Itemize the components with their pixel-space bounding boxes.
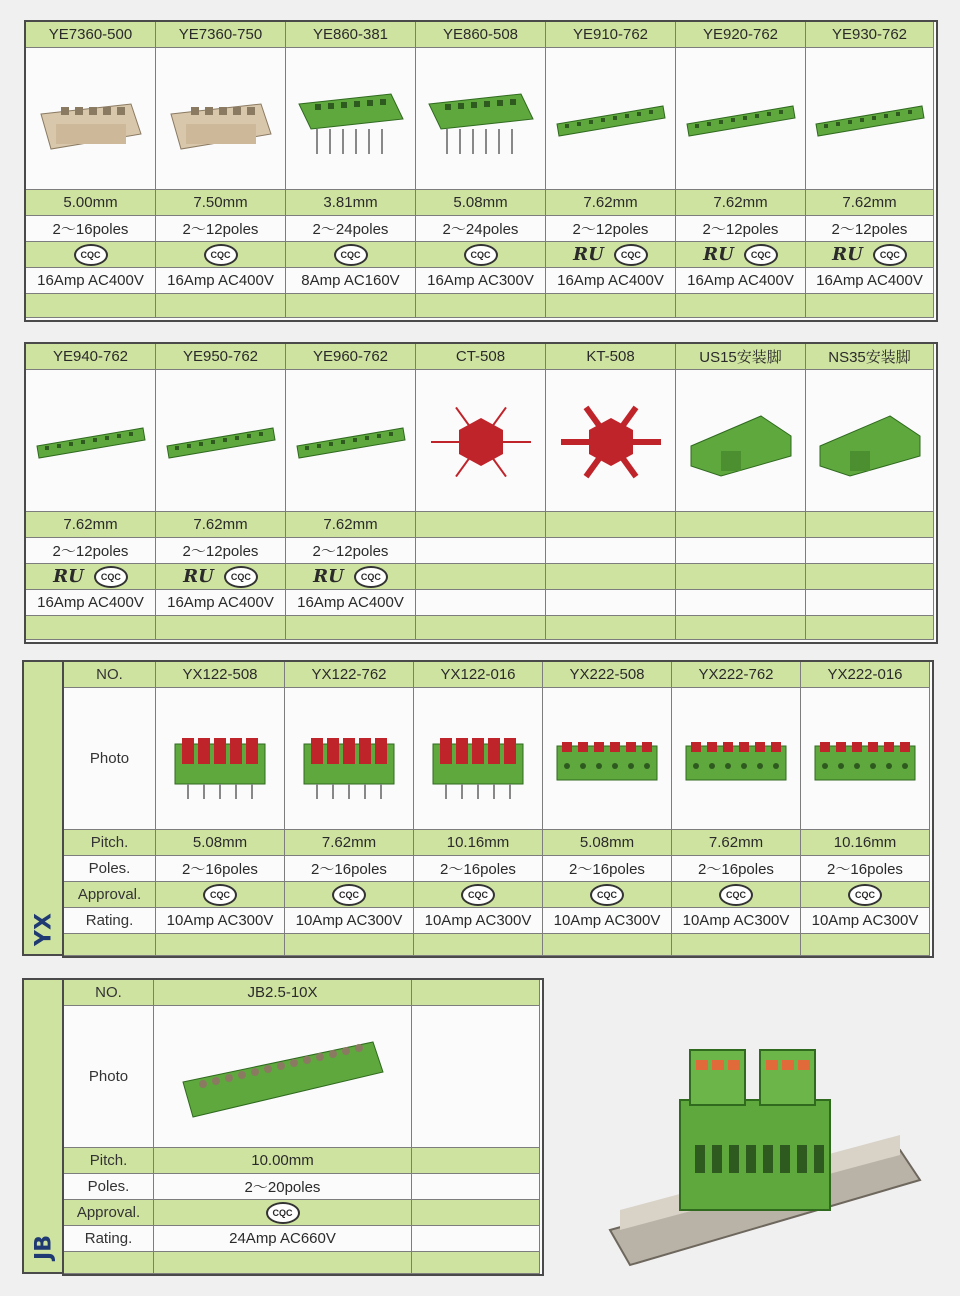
rating-cell: 10Amp AC300V <box>543 908 672 934</box>
connector-photo <box>161 396 281 486</box>
blank-cell <box>806 616 934 640</box>
pitch-cell: 7.62mm <box>26 512 156 538</box>
cqc-mark-icon: CQC <box>74 244 108 266</box>
photo-cell <box>676 370 806 512</box>
rating-cell: 16Amp AC400V <box>676 268 806 294</box>
photo-cell <box>806 48 934 190</box>
model-cell: US15安装脚 <box>676 344 806 370</box>
model-cell: YE860-508 <box>416 22 546 48</box>
connector-photo <box>173 1022 393 1132</box>
blank-cell <box>285 934 414 956</box>
approval-cell <box>285 882 414 908</box>
cqc-mark-icon: CQC <box>334 244 368 266</box>
empty-cell <box>412 1252 540 1274</box>
din-rail-assembly-photo <box>600 1030 930 1270</box>
poles-cell: 2～16poles <box>672 856 801 882</box>
pitch-cell: 3.81mm <box>286 190 416 216</box>
yx-side-label <box>22 660 64 956</box>
poles-cell: 2～12poles <box>546 216 676 242</box>
blank-cell <box>416 616 546 640</box>
product-table-1 <box>24 20 938 322</box>
rating-cell: 16Amp AC400V <box>26 268 156 294</box>
photo-cell <box>806 370 934 512</box>
photo-cell <box>546 370 676 512</box>
poles-cell: 2～16poles <box>414 856 543 882</box>
cqc-mark-icon: CQC <box>266 1202 300 1224</box>
row-label: NO. <box>64 980 154 1006</box>
pitch-cell: 5.08mm <box>416 190 546 216</box>
model-cell: KT-508 <box>546 344 676 370</box>
pitch-cell <box>546 512 676 538</box>
approval-cell <box>543 882 672 908</box>
rating-cell: 16Amp AC400V <box>806 268 934 294</box>
model-cell: YE920-762 <box>676 22 806 48</box>
empty-cell <box>412 1148 540 1174</box>
photo-cell <box>543 688 672 830</box>
connector-photo <box>31 74 151 164</box>
pitch-cell: 5.08mm <box>543 830 672 856</box>
photo-cell <box>416 370 546 512</box>
rating-cell: 10Amp AC300V <box>414 908 543 934</box>
photo-cell <box>286 370 416 512</box>
ul-mark-icon: RU <box>53 566 84 587</box>
jb-label: JB <box>31 1235 57 1260</box>
cqc-mark-icon: CQC <box>204 244 238 266</box>
row-label: Approval. <box>64 882 156 908</box>
cqc-mark-icon: CQC <box>203 884 237 906</box>
empty-cell <box>412 1226 540 1252</box>
poles-cell: 2～16poles <box>801 856 930 882</box>
blank-cell <box>546 616 676 640</box>
approval-cell <box>676 564 806 590</box>
row-label: Poles. <box>64 856 156 882</box>
model-cell: YE910-762 <box>546 22 676 48</box>
cqc-mark-icon: CQC <box>719 884 753 906</box>
photo-cell <box>546 48 676 190</box>
connector-photo <box>810 396 930 486</box>
row-label: Pitch. <box>64 830 156 856</box>
approval-cell <box>156 882 285 908</box>
product-table-jb <box>62 978 544 1276</box>
blank-cell <box>156 294 286 318</box>
cqc-mark-icon: CQC <box>94 566 128 588</box>
connector-photo <box>161 74 281 164</box>
photo-cell <box>414 688 543 830</box>
models-cell: YX122-762 <box>285 662 414 688</box>
poles-cell: 2～16poles <box>285 856 414 882</box>
approval-cell <box>26 564 156 590</box>
connector-photo <box>810 74 930 164</box>
model-cell: YE930-762 <box>806 22 934 48</box>
blank-cell <box>672 934 801 956</box>
blank-cell <box>286 294 416 318</box>
approval-cell <box>672 882 801 908</box>
connector-photo <box>421 396 541 486</box>
poles-cell: 2～24poles <box>286 216 416 242</box>
cqc-mark-icon: CQC <box>464 244 498 266</box>
approval-cell <box>806 564 934 590</box>
cqc-mark-icon: CQC <box>614 244 648 266</box>
blank-cell <box>806 294 934 318</box>
model-cell: YE950-762 <box>156 344 286 370</box>
pitch-cell: 10.16mm <box>801 830 930 856</box>
approval-cell <box>546 564 676 590</box>
rating-cell: 10Amp AC300V <box>285 908 414 934</box>
cqc-mark-icon: CQC <box>332 884 366 906</box>
cqc-mark-icon: CQC <box>873 244 907 266</box>
rating-cell: 16Amp AC300V <box>416 268 546 294</box>
approval-cell <box>156 242 286 268</box>
rating-cell <box>416 590 546 616</box>
row-label: Pitch. <box>64 1148 154 1174</box>
connector-photo <box>291 396 411 486</box>
blank-cell <box>286 616 416 640</box>
rating-cell: 10Amp AC300V <box>801 908 930 934</box>
approval-cell <box>416 564 546 590</box>
empty-cell <box>412 1200 540 1226</box>
pitch-cell: 7.50mm <box>156 190 286 216</box>
pitch-cell <box>806 512 934 538</box>
ul-mark-icon: RU <box>573 244 604 265</box>
approval-cell <box>154 1200 412 1226</box>
connector-photo <box>551 396 671 486</box>
pitch-cell: 10.16mm <box>414 830 543 856</box>
blank-cell <box>414 934 543 956</box>
pitch-cell: 7.62mm <box>156 512 286 538</box>
poles-cell: 2～12poles <box>156 538 286 564</box>
blank-cell <box>543 934 672 956</box>
poles-cell: 2～16poles <box>543 856 672 882</box>
jb-side-label <box>22 978 64 1274</box>
approval-cell <box>26 242 156 268</box>
approval-cell <box>546 242 676 268</box>
row-label: Poles. <box>64 1174 154 1200</box>
rating-cell <box>676 590 806 616</box>
rating-cell: 10Amp AC300V <box>156 908 285 934</box>
blank-cell <box>801 934 930 956</box>
approval-cell <box>286 242 416 268</box>
poles-cell <box>806 538 934 564</box>
rating-cell: 16Amp AC400V <box>26 590 156 616</box>
models-cell: YX222-016 <box>801 662 930 688</box>
row-label: Rating. <box>64 908 156 934</box>
model-cell: YE860-381 <box>286 22 416 48</box>
row-label: Approval. <box>64 1200 154 1226</box>
blank-cell <box>416 294 546 318</box>
poles-cell <box>416 538 546 564</box>
ul-mark-icon: RU <box>183 566 214 587</box>
photo-cell <box>26 48 156 190</box>
empty-cell <box>412 1174 540 1200</box>
photo-cell <box>801 688 930 830</box>
pitch-cell: 7.62mm <box>546 190 676 216</box>
poles-cell: 2～12poles <box>806 216 934 242</box>
connector-photo <box>421 74 541 164</box>
rating-cell: 16Amp AC400V <box>546 268 676 294</box>
blank-cell <box>26 616 156 640</box>
model-cell: CT-508 <box>416 344 546 370</box>
cqc-mark-icon: CQC <box>744 244 778 266</box>
model-cell: YE940-762 <box>26 344 156 370</box>
models-cell: YX222-762 <box>672 662 801 688</box>
pitch-cell: 7.62mm <box>672 830 801 856</box>
blank-cell <box>156 616 286 640</box>
photo-cell <box>676 48 806 190</box>
pitch-cell: 10.00mm <box>154 1148 412 1174</box>
product-table-2 <box>24 342 938 644</box>
models-cell: YX222-508 <box>543 662 672 688</box>
row-label: Photo <box>64 688 156 830</box>
approval-cell <box>806 242 934 268</box>
approval-cell <box>286 564 416 590</box>
approval-cell <box>801 882 930 908</box>
row-label: Photo <box>64 1006 154 1148</box>
row-label <box>64 1252 154 1274</box>
connector-photo <box>289 714 409 804</box>
pitch-cell: 7.62mm <box>286 512 416 538</box>
connector-photo <box>681 396 801 486</box>
blank-cell <box>676 294 806 318</box>
connector-photo <box>31 396 151 486</box>
photo-cell <box>416 48 546 190</box>
poles-cell: 2～16poles <box>156 856 285 882</box>
blank-cell <box>156 934 285 956</box>
yx-label: YX <box>31 913 57 946</box>
rating-cell <box>806 590 934 616</box>
empty-cell <box>412 980 540 1006</box>
ul-mark-icon: RU <box>832 244 863 265</box>
poles-cell: 2～12poles <box>286 538 416 564</box>
blank-cell <box>676 616 806 640</box>
model-cell: JB2.5-10X <box>154 980 412 1006</box>
cqc-mark-icon: CQC <box>224 566 258 588</box>
cqc-mark-icon: CQC <box>848 884 882 906</box>
rating-cell: 10Amp AC300V <box>672 908 801 934</box>
photo-cell <box>156 48 286 190</box>
poles-cell: 2～12poles <box>156 216 286 242</box>
connector-photo <box>681 74 801 164</box>
poles-cell <box>546 538 676 564</box>
photo-cell <box>286 48 416 190</box>
photo-cell <box>26 370 156 512</box>
pitch-cell: 7.62mm <box>806 190 934 216</box>
rating-cell: 8Amp AC160V <box>286 268 416 294</box>
connector-photo <box>160 714 280 804</box>
ul-mark-icon: RU <box>703 244 734 265</box>
connector-photo <box>551 74 671 164</box>
pitch-cell: 5.08mm <box>156 830 285 856</box>
row-label <box>64 934 156 956</box>
pitch-cell: 7.62mm <box>285 830 414 856</box>
approval-cell <box>156 564 286 590</box>
connector-photo <box>547 714 667 804</box>
pitch-cell: 5.00mm <box>26 190 156 216</box>
models-cell: YX122-508 <box>156 662 285 688</box>
poles-cell <box>676 538 806 564</box>
connector-photo <box>676 714 796 804</box>
connector-photo <box>418 714 538 804</box>
approval-cell <box>414 882 543 908</box>
rating-cell <box>546 590 676 616</box>
photo-cell <box>156 688 285 830</box>
empty-cell <box>412 1006 540 1148</box>
pitch-cell: 7.62mm <box>676 190 806 216</box>
pitch-cell <box>416 512 546 538</box>
approval-cell <box>676 242 806 268</box>
model-cell: YE7360-750 <box>156 22 286 48</box>
pitch-cell <box>676 512 806 538</box>
model-cell: YE7360-500 <box>26 22 156 48</box>
blank-cell <box>26 294 156 318</box>
poles-cell: 2～24poles <box>416 216 546 242</box>
approval-cell <box>416 242 546 268</box>
model-cell: YE960-762 <box>286 344 416 370</box>
ul-mark-icon: RU <box>313 566 344 587</box>
cqc-mark-icon: CQC <box>354 566 388 588</box>
model-cell: NS35安装脚 <box>806 344 934 370</box>
photo-cell <box>285 688 414 830</box>
photo-cell <box>154 1006 412 1148</box>
row-label: Rating. <box>64 1226 154 1252</box>
rating-cell: 16Amp AC400V <box>156 268 286 294</box>
blank-cell <box>546 294 676 318</box>
rating-cell: 24Amp AC660V <box>154 1226 412 1252</box>
poles-cell: 2～12poles <box>26 538 156 564</box>
photo-cell <box>156 370 286 512</box>
product-table-yx <box>62 660 934 958</box>
blank-cell <box>154 1252 412 1274</box>
cqc-mark-icon: CQC <box>590 884 624 906</box>
row-label: NO. <box>64 662 156 688</box>
connector-photo <box>291 74 411 164</box>
poles-cell: 2～20poles <box>154 1174 412 1200</box>
poles-cell: 2～12poles <box>676 216 806 242</box>
photo-cell <box>672 688 801 830</box>
poles-cell: 2～16poles <box>26 216 156 242</box>
cqc-mark-icon: CQC <box>461 884 495 906</box>
rating-cell: 16Amp AC400V <box>156 590 286 616</box>
models-cell: YX122-016 <box>414 662 543 688</box>
rating-cell: 16Amp AC400V <box>286 590 416 616</box>
connector-photo <box>805 714 925 804</box>
